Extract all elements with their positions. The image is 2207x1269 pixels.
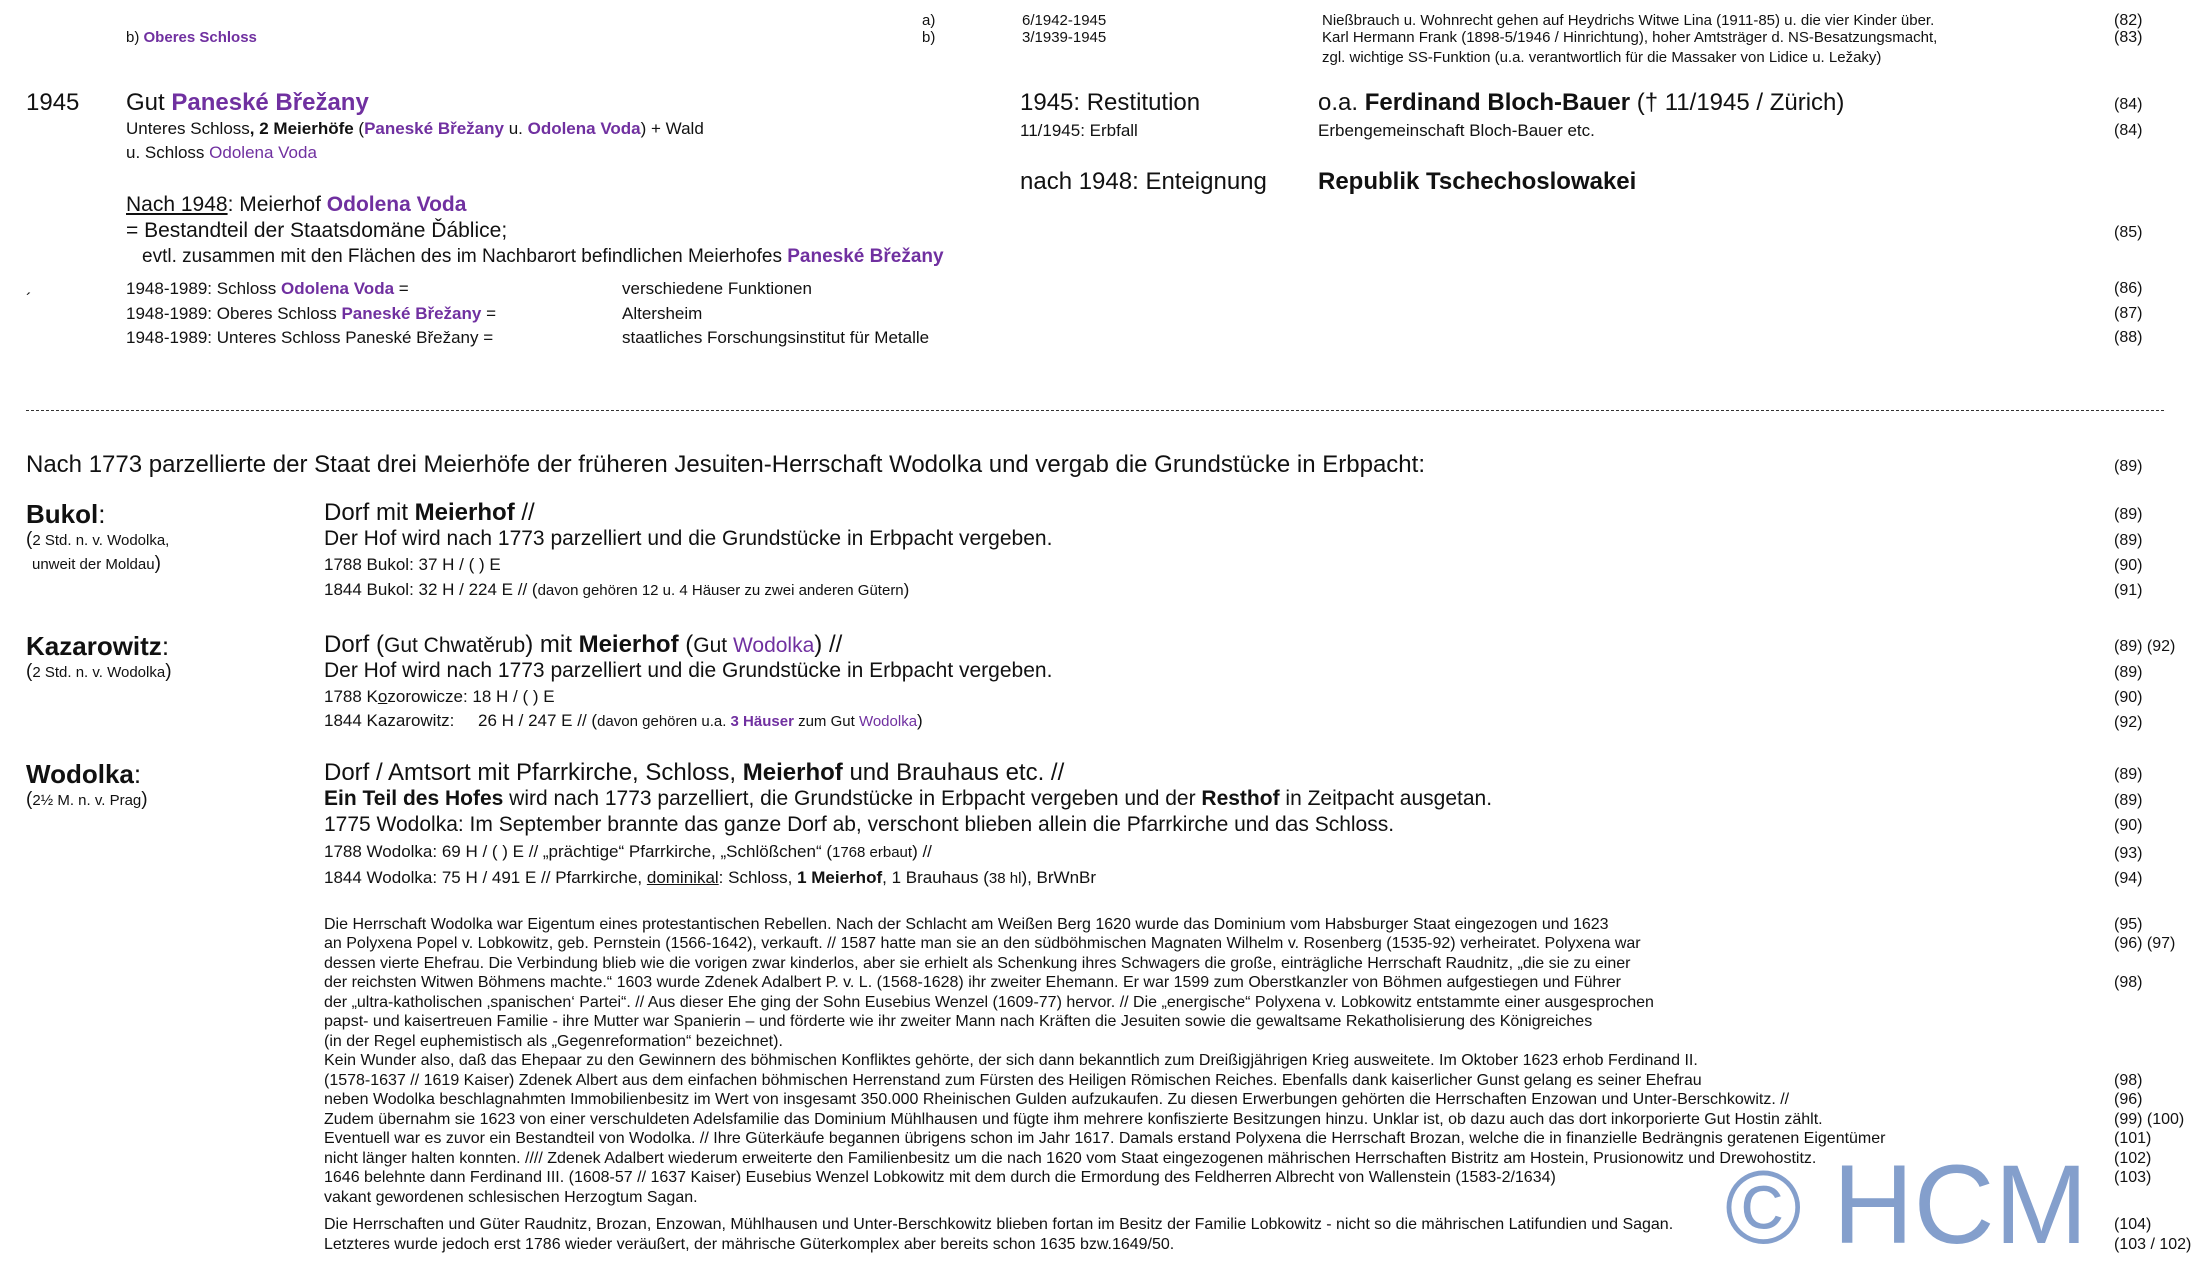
section-separator xyxy=(26,410,2164,411)
history-line: der reichsten Witwen Böhmens machte.“ 1603 wurde Zdenek Adalbert P. v. L. (1568-1628) ihr zweiter Ehemann. Er war 1599 zum Oberstkanzler von Böhmen aufgestiegen und Führer xyxy=(324,974,1621,991)
place-link[interactable]: Odolena Voda xyxy=(527,119,641,138)
footnote-ref: (89) xyxy=(2114,766,2143,783)
footnote-ref: (90) xyxy=(2114,817,2143,834)
footnote-ref: (102) xyxy=(2114,1150,2152,1167)
bukol-location2: unweit der Moldau) xyxy=(32,553,161,574)
history-line: Eventuell war es zuvor ein Bestandteil von Wodolka. // Ihre Güterkäufe begannen übrigens schon im Jahr 1617. Damals erstand Polyxena die Herrschaft Brozan, welche die in finanzielle Bedrängnis geratenen Eigentümer xyxy=(324,1130,1886,1147)
letter-a: a) xyxy=(922,12,936,29)
owner-republik: Republik Tschechoslowakei xyxy=(1318,168,1637,195)
footnote-ref: (84) xyxy=(2114,96,2143,113)
footnote-ref: (96) xyxy=(2114,1091,2143,1108)
history-line: der „ultra-katholischen ‚spanischen‘ Partei“. // Aus dieser Ehe ging der Sohn Eusebius Wenzel (1609-77) hervor. // Die „energische“ Polyxena v. Lobkowitz entstammte einer ausgesprochen xyxy=(324,994,1654,1011)
kazarowitz-line4: 1844 Kazarowitz: 26 H / 247 E // (davon gehören u.a. 3 Häuser zum Gut Wodolka) xyxy=(324,711,923,730)
footnote-ref: (89) xyxy=(2114,506,2143,523)
history-line: vakant gewordenen schlesischen Herzogtum Sagan. xyxy=(324,1189,698,1206)
section-heading: Nach 1773 parzellierte der Staat drei Meierhöfe der früheren Jesuiten-Herrschaft Wodolka und vergab die Grundstücke in Erbpacht: xyxy=(26,451,1425,478)
usage-row: 1948-1989: Oberes Schloss Paneské Břežany = xyxy=(126,304,496,323)
place-link[interactable]: Odolena Voda xyxy=(326,193,467,216)
owner-line: Nießbrauch u. Wohnrecht gehen auf Heydrichs Witwe Lina (1911-85) u. die vier Kinder über. xyxy=(1322,12,1935,29)
bukol-location: (2 Std. n. v. Wodolka, xyxy=(26,529,170,550)
date-a: 6/1942-1945 xyxy=(1022,12,1107,29)
place-link[interactable]: Paneské Břežany xyxy=(171,89,369,116)
entry-b-label xyxy=(126,29,257,46)
place-link[interactable]: Paneské Břežany xyxy=(364,119,504,138)
footnote-ref: (93) xyxy=(2114,845,2143,862)
history-line: Kein Wunder also, daß das Ehepaar zu den Gewinnern des böhmischen Konfliktes gehörte, der sich dann bekanntlich zum Dreißigjährigen Krieg ausweitete. Im Oktober 1623 erhob Ferdinand II. xyxy=(324,1052,1698,1069)
place-link[interactable]: Wodolka xyxy=(858,713,918,730)
footnote-ref: (90) xyxy=(2114,689,2143,706)
copyright-icon: © xyxy=(1725,1150,1802,1266)
wodolka-location: (2½ M. n. v. Prag) xyxy=(26,789,148,810)
wodolka-line4: 1788 Wodolka: 69 H / ( ) E // „prächtige“ Pfarrkirche, „Schlößchen“ (1768 erbaut) // xyxy=(324,842,932,861)
usage-value: verschiedene Funktionen xyxy=(622,279,812,298)
nach-1948-line: Nach 1948: Meierhof Odolena Voda xyxy=(126,193,467,216)
copyright-watermark: © HCM xyxy=(1725,1142,2088,1267)
footnote-ref: (98) xyxy=(2114,1072,2143,1089)
wodolka-line3: 1775 Wodolka: Im September brannte das ganze Dorf ab, verschont blieben allein die Pfarrkirche und das Schloss. xyxy=(324,813,1395,836)
kazarowitz-location: (2 Std. n. v. Wodolka) xyxy=(26,661,172,682)
footnote-ref: (86) xyxy=(2114,280,2143,297)
place-link[interactable]: Oberes Schloss xyxy=(143,29,257,46)
usage-row: 1948-1989: Unteres Schloss Paneské Břežany = xyxy=(126,328,494,347)
footnote-ref: (85) xyxy=(2114,224,2143,241)
footnote-ref: (90) xyxy=(2114,557,2143,574)
year-1945: 1945 xyxy=(26,89,80,116)
usage-row: 1948-1989: Schloss Odolena Voda = xyxy=(126,279,409,298)
wodolka-line2: Ein Teil des Hofes wird nach 1773 parzelliert, die Grundstücke in Erbpacht vergeben und der Resthof in Zeitpacht ausgetan. xyxy=(324,787,1493,810)
history-line: papst- und kaisertreuen Familie - ihre Mutter war Spanierin – und förderte wie ihr zweiter Mann nach Kräften die Jesuiten sowie die gewaltsame Rekatholisierung des Königreiches xyxy=(324,1013,1593,1030)
usage-value: Altersheim xyxy=(622,304,703,323)
place-link[interactable]: Wodolka xyxy=(732,634,815,657)
history-line: neben Wodolka beschlagnahmten Immobilienbesitz im Wert von insgesamt 350.000 Rheinischen Gulden aufzukaufen. Zu diesen Erwerbungen gehörten die Herrschaften Enzowan und Unter-Berschkowitz. // xyxy=(324,1091,1790,1108)
history-line: nicht länger halten konnten. //// Zdenek Adalbert wiederum erweiterte den Familienbesitz um die nach 1620 vom Staat eingezogenen mährischen Herrschaften Bistritz am Hostein, Prusionowitz und Drewohostitz. xyxy=(324,1150,1817,1167)
footnote-ref: (89) xyxy=(2114,458,2143,475)
bukol-line1: Dorf mit Meierhof // xyxy=(324,499,535,526)
history-line: Zudem übernahm sie 1623 von einer verschuldeten Adelsfamilie das Dominium Mühlhausen und fügte ihm mehrere konfiszierte Besitzungen hinzu. Unklar ist, ob dazu auch das dort inkorporierte Gut Hostin zählt. xyxy=(324,1111,1823,1128)
footnote-ref: (87) xyxy=(2114,305,2143,322)
place-link[interactable]: Odolena Voda xyxy=(281,279,395,298)
footnote-ref: (99) (100) xyxy=(2114,1111,2185,1128)
history-line: an Polyxena Popel v. Lobkowitz, geb. Pernstein (1566-1642), verkauft. // 1587 hatte man sie an den südböhmischen Magnaten Wilhelm v. Rosenberg (1535-92) verheiratet. Polyxena war xyxy=(324,935,1641,952)
place-heading-kazarowitz: Kazarowitz: xyxy=(26,631,170,661)
footnote-ref: (104) xyxy=(2114,1216,2152,1233)
footnote-ref: (82) xyxy=(2114,12,2143,29)
owner-line: Karl Hermann Frank (1898-5/1946 / Hinrichtung), hoher Amtsträger d. NS-Besatzungsmacht, xyxy=(1322,29,1938,46)
kazarowitz-line2: Der Hof wird nach 1773 parzelliert und die Grundstücke in Erbpacht vergeben. xyxy=(324,659,1053,682)
history-line: Die Herrschaft Wodolka war Eigentum eines protestantischen Rebellen. Nach der Schlacht am Weißen Berg 1620 wurde das Dominium vom Habsburger Staat eingezogen und 1623 xyxy=(324,916,1609,933)
footnote-ref: (95) xyxy=(2114,916,2143,933)
estate-title: Gut Paneské Břežany xyxy=(126,89,369,116)
letter-b: b) xyxy=(922,29,936,46)
kazarowitz-line3: 1788 Kozorowicze: 18 H / ( ) E xyxy=(324,687,555,706)
footnote-ref: (89) xyxy=(2114,792,2143,809)
place-heading-bukol: Bukol: xyxy=(26,499,106,529)
footnote-ref: (94) xyxy=(2114,870,2143,887)
wodolka-line5: 1844 Wodolka: 75 H / 491 E // Pfarrkirche, dominikal: Schloss, 1 Meierhof, 1 Brauhaus (38 hl), BrWnBr xyxy=(324,868,1097,887)
footnote-ref: (98) xyxy=(2114,974,2143,991)
footnote-ref: (89) xyxy=(2114,664,2143,681)
footnote-ref: (83) xyxy=(2114,29,2143,46)
footnote-ref: (89) (92) xyxy=(2114,638,2176,655)
footnote-ref: (96) (97) xyxy=(2114,935,2176,952)
owner-erben: Erbengemeinschaft Bloch-Bauer etc. xyxy=(1318,121,1595,140)
footnote-ref: (84) xyxy=(2114,122,2143,139)
history-line: (1578-1637 // 1619 Kaiser) Zdenek Albert aus dem einfachen böhmischen Herrenstand zum Fürsten des Heiligen Römischen Reiches. Ebenfalls dank kaiserlicher Gunst gelang es seiner Ehefrau xyxy=(324,1072,1702,1089)
place-link[interactable]: Paneské Břežany xyxy=(787,246,944,267)
kazarowitz-line1: Dorf (Gut Chwatěrub) mit Meierhof (Gut Wodolka) // xyxy=(324,631,843,658)
footnote-ref: (88) xyxy=(2114,329,2143,346)
estate-line2: u. Schloss Odolena Voda xyxy=(126,143,317,162)
place-heading-wodolka: Wodolka: xyxy=(26,759,142,789)
footnote-ref: (92) xyxy=(2114,714,2143,731)
bukol-line3: 1788 Bukol: 37 H / ( ) E xyxy=(324,555,501,574)
footnote-ref: (101) xyxy=(2114,1130,2152,1147)
place-link[interactable]: Odolena Voda xyxy=(209,143,317,162)
footnote-ref: (91) xyxy=(2114,582,2143,599)
owner-ferdinand: o.a. Ferdinand Bloch-Bauer († 11/1945 / Zürich) xyxy=(1318,89,1845,116)
bestandteil-line: = Bestandteil der Staatsdomäne Ďáblice; xyxy=(126,219,508,242)
history-line: (in der Regel euphemistisch als „Gegenreformation“ bezeichnet). xyxy=(324,1033,783,1050)
footnote-ref: (103) xyxy=(2114,1169,2152,1186)
bukol-line4: 1844 Bukol: 32 H / 224 E // (davon gehören 12 u. 4 Häuser zu zwei anderen Gütern) xyxy=(324,580,910,599)
restitution-label: 1945: Restitution xyxy=(1020,89,1201,116)
usage-value: staatliches Forschungsinstitut für Metalle xyxy=(622,328,930,347)
owner-line: zgl. wichtige SS-Funktion (u.a. verantwortlich für die Massaker von Lidice u. Ležaky) xyxy=(1322,49,1882,66)
history-line: 1646 belehnte dann Ferdinand III. (1608-57 // 1637 Kaiser) Eusebius Wenzel Lobkowitz mit dem durch die Ermordung des Feldherren Albrecht von Wallenstein (1583-2/1634) xyxy=(324,1169,1556,1186)
enteignung-label: nach 1948: Enteignung xyxy=(1020,168,1267,195)
place-link[interactable]: Paneské Břežany xyxy=(341,304,482,323)
history-line: Die Herrschaften und Güter Raudnitz, Brozan, Enzowan, Mühlhausen und Unter-Berschkowitz blieben fortan im Besitz der Familie Lobkowitz - nicht so die mährischen Latifundien und Sagan. xyxy=(324,1216,1674,1233)
erbfall-label: 11/1945: Erbfall xyxy=(1020,121,1138,140)
history-line: dessen vierte Ehefrau. Die Verbindung blieb wie die vorigen zwar kinderlos, aber sie erhielt als Schenkung ihres Schwagers die große, einträgliche Herrschaft Raudnitz, „die sie zu einer xyxy=(324,955,1631,972)
estate-line1: Unteres Schloss, 2 Meierhöfe (Paneské Břežany u. Odolena Voda) + Wald xyxy=(126,119,704,138)
date-b: 3/1939-1945 xyxy=(1022,29,1107,46)
bukol-line2: Der Hof wird nach 1773 parzelliert und die Grundstücke in Erbpacht vergeben. xyxy=(324,527,1053,550)
footnote-ref: (103 / 102) xyxy=(2114,1236,2192,1253)
footnote-ref: (89) xyxy=(2114,532,2143,549)
history-line: Letzteres wurde jedoch erst 1786 wieder veräußert, der mährische Güterkomplex aber bereits schon 1635 bzw.1649/50. xyxy=(324,1236,1175,1253)
wodolka-line1: Dorf / Amtsort mit Pfarrkirche, Schloss, Meierhof und Brauhaus etc. // xyxy=(324,759,1065,786)
entry-letter: b) xyxy=(126,29,140,46)
tick-mark: ´ xyxy=(26,290,32,309)
evtl-line: evtl. zusammen mit den Flächen des im Nachbarort befindlichen Meierhofes Paneské Břežany xyxy=(142,246,944,267)
